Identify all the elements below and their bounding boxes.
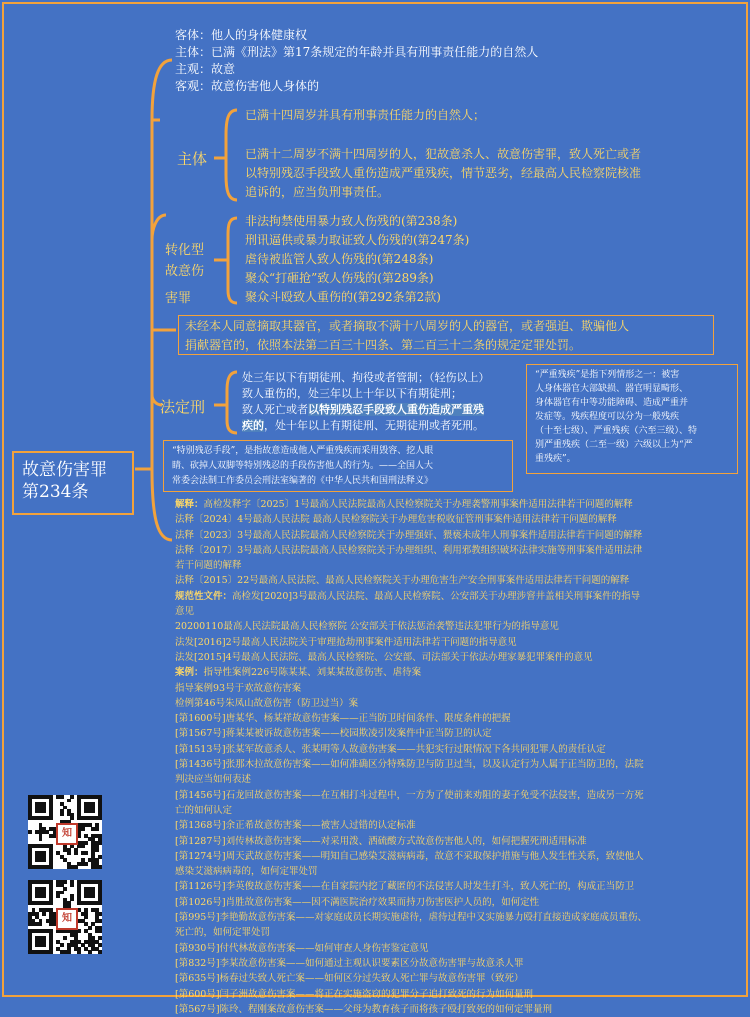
reference-line: 指导案例93号于欢故意伤害案 (175, 682, 302, 694)
brace-penalty (227, 372, 237, 433)
reference-line: [第1368号]余正希故意伤害案——被害人过错的认定标准 (175, 820, 416, 832)
disability-note: “严重残疾”是指下列情形之一：被害 人身体器官大部缺损、器官明显畸形、 身体器官有中等功能障碍、造成严重并 发症等。残疾程度可以分为一般残疾 （十至七级）、严重残疾（六至三级）、特 别严重残疾（二至一级）六级以上为“严 重残疾”。 (526, 364, 738, 474)
reference-line: 案例：指导性案例226号陈某某、刘某某故意伤害、虐待案 (175, 667, 422, 679)
subject-item-1: 已满十四周岁并具有刑事责任能力的自然人； (245, 108, 486, 122)
reference-line: 意见 (175, 606, 195, 618)
reference-line: [第1436号]张那木拉故意伤害案——如何准确区分特殊防卫与防卫过当，以及认定行为人属于正当防卫的，法院 (175, 759, 644, 771)
transform-label-l2: 故意伤 (165, 264, 205, 279)
subject-item-2-line3: 追诉的，应当负刑事责任。 (245, 185, 390, 199)
transform-label-l3: 害罪 (165, 291, 192, 306)
penalty-highlight: 以特别残忍手段致人重伤造成严重残 (308, 403, 484, 416)
root-node (12, 451, 134, 515)
root-article: 第234条 (22, 482, 89, 502)
penalty-line1: 处三年以下有期徒刑、拘役或者管制；（轻伤以上） (242, 371, 490, 384)
references-list (175, 497, 735, 1017)
reference-line: [第1026号]肖胜故意伤害案——因不满医院治疗效果而持刀伤害医护人员的，如何定性 (175, 896, 540, 908)
element-subject: 主体：已满《刑法》第17条规定的年龄并具有刑事责任能力的自然人 (175, 45, 539, 59)
reference-line: [第1567号]蒋某某被诉故意伤害案——校园欺凌引发案件中正当防卫的认定 (175, 728, 492, 740)
subject-item-2-line2: 以特别残忍手段致人重伤造成严重残疾，情节恶劣，经最高人民检察院核准 (245, 166, 642, 180)
subject-label: 主体 (177, 150, 208, 168)
reference-line: 法释〔2024〕4号最高人民法院 最高人民检察院关于办理危害税收征管刑事案件适用法律若干问题的解释 (175, 514, 617, 526)
transform-item: 虐待被监管人致人伤残的(第248条) (245, 252, 434, 266)
penalty-line3: 致人死亡或者以特别残忍手段致人重伤造成严重残 (242, 403, 484, 416)
transform-item: 非法拘禁使用暴力致人伤残的(第238条) (245, 214, 458, 228)
reference-line: [第1126号]李英俊故意伤害案——在自家院内挖了藏匿的不法侵害人时发生打斗，致人死亡的，构成正当防卫 (175, 881, 635, 893)
reference-line: 解释：高检发释字〔2025〕1号最高人民法院最高人民检察院关于办理袭警刑事案件适用法律若干问题的解释 (175, 499, 633, 510)
reference-line: 法发[2015]4号最高人民法院、最高人民检察院、公安部、司法部关于依法办理家暴犯罪案件的意见 (175, 651, 593, 663)
penalty-text (242, 370, 490, 434)
reference-heading: 案例： (175, 667, 204, 679)
reference-heading: 规范性文件： (175, 590, 233, 602)
transform-item: 聚众斗殴致人重伤的(第292条第2款) (245, 290, 441, 304)
subject-item-2 (245, 145, 641, 202)
reference-line: [第1600号]唐某华、杨某祥故意伤害案——正当防卫时间条件、限度条件的把握 (175, 713, 511, 725)
element-objective: 客观：故意伤害他人身体的 (175, 79, 320, 93)
reference-line: 判决应当如何表述 (175, 774, 252, 786)
transform-label-l1: 转化型 (165, 243, 205, 258)
reference-line: [第1513号]张某军故意杀人、张某明等人故意伤害案——共犯实行过限情况下各共同犯罪人的责任认定 (175, 743, 606, 755)
reference-line: 规范性文件：高检发[2020]3号最高人民法院、最高人民检察院、公安部关于办理涉窨井盖相关刑事案件的指导 (175, 590, 641, 602)
reference-line: 法释〔2017〕3号最高人民法院最高人民检察院关于办理组织、利用邪教组织破坏法律实施等刑事案件适用法律 (175, 544, 643, 556)
seal-icon: 知 (56, 908, 78, 930)
reference-line: [第600号]闫子洲故意伤害案——将正在实施盗窃的犯罪分子追打致死的行为如何量刑 (175, 988, 534, 1000)
reference-line: [第832号]李某故意伤害案——如何通过主观认识要素区分故意伤害罪与故意杀人罪 (175, 957, 524, 969)
reference-line: [第1287号]刘传林故意伤害案——对采用泼、洒硫酸方式故意伤害他人的，如何把握死刑适用标准 (175, 835, 587, 847)
reference-line: [第567号]陈玲、程刚案故意伤害案——父母为教育孩子而将孩子殴打致死的如何定罪量刑 (175, 1003, 553, 1015)
element-object: 客体：他人的身体健康权 (175, 28, 308, 42)
reference-line: 法释〔2023〕3号最高人民法院最高人民检察院关于办理强奸、猥亵未成年人刑事案件适用法律若干问题的解释 (175, 529, 643, 541)
reference-line: 检例第46号朱凤山故意伤害（防卫过当）案 (175, 697, 359, 709)
transform-item: 刑讯逼供或暴力取证致人伤残的(第247条) (245, 233, 470, 247)
elements-list (175, 27, 538, 95)
organ-line1: 未经本人同意摘取其器官，或者摘取不满十八周岁的人的器官，或者强迫、欺骗他人 (185, 319, 630, 333)
cruel-means-note: “特别残忍手段”，是指故意造成他人严重残疾而采用毁容、挖人眼 睛、砍掉人双脚等特别残忍的手段伤害他人的行为。——全国人大 常委会法制工作委员会刑法室编著的《中华人民共和国刑法释义》 (163, 440, 513, 492)
reference-line: 法释〔2015〕22号最高人民法院、最高人民检察院关于办理危害生产安全刑事案件适用法律若干问题的解释 (175, 575, 630, 587)
root-title: 故意伤害罪 (22, 460, 107, 480)
reference-line: [第1274号]周天武故意伤害案——明知自己感染艾滋病病毒，故意不采取保护措施与他人发生性关系，致使他人 (175, 850, 644, 862)
seal-icon: 知 (56, 823, 78, 845)
reference-line: 感染艾滋病病毒的，如何定罪处罚 (175, 866, 318, 878)
reference-line: [第1456号]石龙回故意伤害案——在互相打斗过程中，一方为了使前来劝阻的妻子免受不法侵害，造成另一方死 (175, 789, 644, 801)
reference-line: 死亡的，如何定罪处罚 (175, 927, 271, 939)
transform-list (245, 212, 469, 307)
organ-box (178, 315, 714, 355)
penalty-line2: 致人重伤的，处三年以上十年以下有期徒刑； (242, 387, 462, 400)
organ-line2: 捐献器官的，依照本法第二百三十四条、第二百三十二条的规定定罪处罚。 (185, 338, 582, 352)
element-subjective: 主观：故意 (175, 62, 236, 76)
reference-line: [第930号]付代林故意伤害案——如何审查人身伤害鉴定意见 (175, 942, 429, 954)
brace-transform (228, 218, 237, 303)
reference-line: 亡的如何认定 (175, 804, 233, 816)
subject-item-2-line1: 已满十二周岁不满十四周岁的人，犯故意杀人、故意伤害罪，致人死亡或者 (245, 147, 642, 161)
reference-line: [第635号]杨春过失致人死亡案——如何区分过失致人死亡罪与故意伤害罪（致死） (175, 973, 524, 985)
transform-item: 聚众“打砸抢”致人伤残的(第289条) (245, 271, 434, 285)
reference-line: 法发[2016]2号最高人民法院关于审理抢劫刑事案件适用法律若干问题的指导意见 (175, 636, 517, 648)
penalty-label: 法定刑 (160, 398, 206, 416)
brace-subject (226, 110, 237, 200)
transform-label (165, 240, 204, 309)
reference-heading: 解释： (175, 499, 204, 510)
reference-line: 20200110最高人民法院最高人民检察院 公安部关于依法惩治袭警违法犯罪行为的指导意见 (175, 621, 559, 633)
penalty-line4: 疾的，处十年以上有期徒刑、无期徒刑或者死刑。 (242, 419, 484, 432)
reference-line: 若干问题的解释 (175, 560, 242, 572)
reference-line: [第995号]李艳勤故意伤害案——对家庭成员长期实施虐待，虐待过程中又实施暴力殴打直接造成家庭成员重伤、 (175, 912, 648, 924)
